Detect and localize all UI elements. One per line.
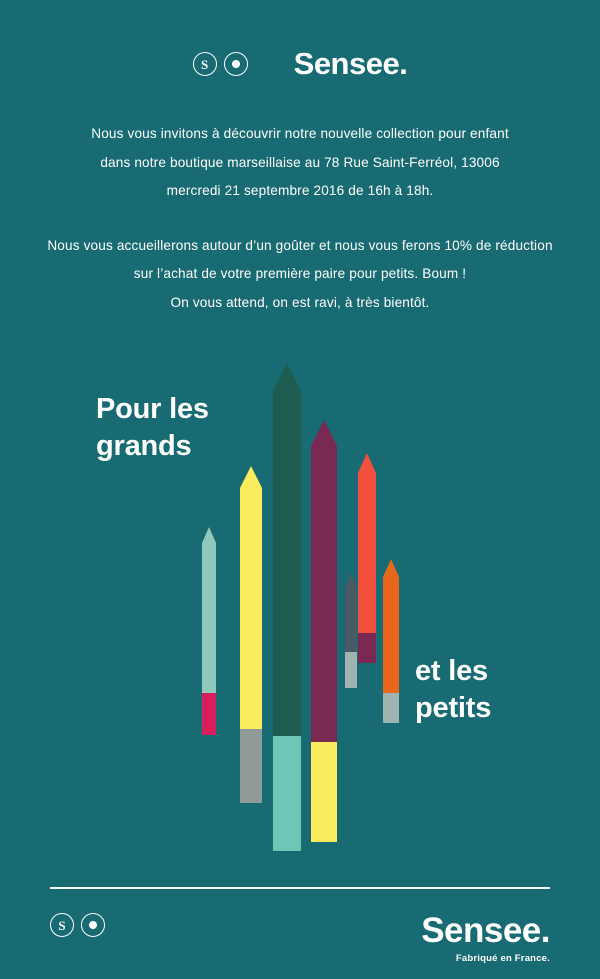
pencil-green-body [273,391,301,736]
paragraph-2-line-3: On vous attend, on est ravi, à très bientôt. [170,294,430,310]
label-grands-line-2: grands [96,429,192,462]
paragraph-2-line-2: sur l’achat de votre première paire pour petits. Boum ! [133,266,467,282]
label-grands-line-1: Pour les [96,393,209,426]
label-petits-line-2: petits [415,691,492,724]
pencil-orange-accent [383,693,399,723]
invitation-copy [0,120,600,317]
pencil-red-body [358,473,376,633]
circle-s-icon: S [193,52,217,76]
circle-dot-icon-footer [81,913,105,937]
pencil-red-accent [358,633,376,663]
brand-tagline: Fabriqué en France. [455,953,550,964]
brand-wordmark-header: Sensee. [293,46,408,81]
pencil-plum-body [311,446,337,742]
pencil-slate-tip [345,573,357,587]
pencil-plum-accent [311,742,337,842]
pencil-yellow-body [240,488,262,756]
footer-divider [50,887,550,889]
label-pour-les-grands [96,391,209,464]
pencil-mint-tip [202,527,216,543]
pencils-illustration [0,363,600,883]
pencil-mint-accent [202,693,216,735]
paragraph-1 [0,120,600,206]
footer [0,887,600,979]
label-petits-line-1: et les [415,655,488,688]
paragraph-1-line-1: Nous vous invitons à découvrir notre nouvelle collection pour enfant [91,126,509,141]
pencil-yellow-tip [240,466,262,488]
footer-brand [421,913,550,964]
logo-mark-header [193,52,248,76]
header [0,0,600,82]
pencil-mint-body [202,543,216,693]
circle-dot-icon [224,52,248,76]
circle-s-icon-footer: S [50,913,74,937]
logo-mark-footer [50,913,105,937]
paragraph-2-line-1: Nous vous accueillerons autour d’un goûter et nous vous ferons 10% de réduction [47,237,553,253]
pencil-slate-accent [345,652,357,688]
paragraph-1-line-3: mercredi 21 septembre 2016 de 16h à 18h. [166,183,434,199]
paragraph-1-line-2: dans notre boutique marseillaise au 78 Rue Saint-Ferréol, 13006 [100,154,500,170]
paragraph-2 [0,232,600,318]
pencil-plum-tip [311,420,337,446]
pencil-orange-tip [383,559,399,577]
label-et-les-petits [415,653,491,726]
brand-wordmark-footer: Sensee. [421,911,550,950]
pencil-red-tip [358,453,376,473]
pencil-yellow-accent [240,729,262,803]
pencil-green-accent [273,736,301,851]
pencil-green-tip [273,363,301,391]
